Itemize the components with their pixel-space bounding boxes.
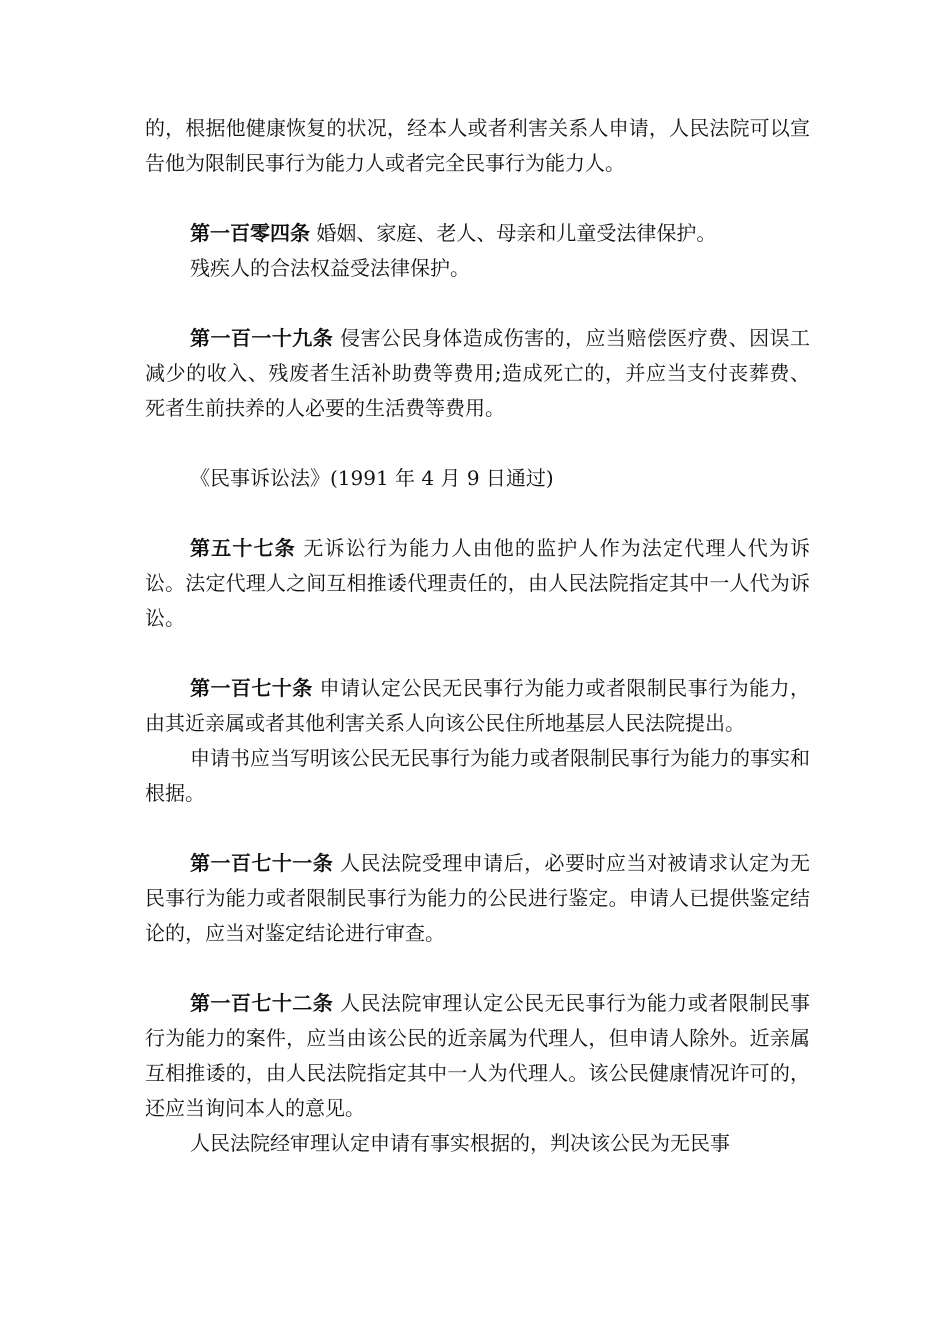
paragraph-gap <box>145 426 810 461</box>
paragraph <box>145 111 810 181</box>
paragraph-gap <box>145 951 810 986</box>
paragraph <box>145 321 810 426</box>
paragraph <box>145 531 810 636</box>
paragraph-text: 申请书应当写明该公民无民事行为能力或者限制民事行为能力的事实和根据。 <box>145 746 810 805</box>
paragraph <box>145 216 810 251</box>
paragraph-gap <box>145 636 810 671</box>
article-heading: 第五十七条 <box>190 536 296 560</box>
paragraph-gap <box>145 181 810 216</box>
article-block <box>145 216 810 286</box>
article-block <box>145 321 810 426</box>
paragraph-text: 无诉讼行为能力人由他的监护人作为法定代理人代为诉讼。法定代理人之间互相推诿代理责任的，由人民法院指定其中一人代为诉讼。 <box>145 536 811 630</box>
paragraph-gap <box>145 286 810 321</box>
paragraph <box>145 741 810 811</box>
article-block <box>145 846 810 951</box>
text-block <box>145 111 810 181</box>
paragraph-text: 申请认定公民无民事行为能力或者限制民事行为能力，由其近亲属或者其他利害关系人向该公民住所地基层人民法院提出。 <box>145 676 811 735</box>
article-heading: 第一百一十九条 <box>190 326 334 350</box>
paragraph <box>145 671 810 741</box>
paragraph-gap <box>145 496 810 531</box>
paragraph-gap <box>145 811 810 846</box>
paragraph <box>145 1126 810 1161</box>
paragraph <box>145 251 810 286</box>
article-heading: 第一百七十二条 <box>190 991 334 1015</box>
article-heading: 第一百七十条 <box>190 676 313 700</box>
document-page <box>145 111 810 1161</box>
paragraph-text: 残疾人的合法权益受法律保护。 <box>190 256 470 280</box>
paragraph-text: 人民法院受理申请后，必要时应当对被请求认定为无民事行为能力或者限制民事行为能力的公民进行鉴定。申请人已提供鉴定结论的，应当对鉴定结论进行审查。 <box>145 851 811 945</box>
law-title <box>145 461 810 496</box>
law-title-block <box>145 461 810 496</box>
paragraph-text: 人民法院审理认定公民无民事行为能力或者限制民事行为能力的案件，应当由该公民的近亲属为代理人，但申请人除外。近亲属互相推诿的，由人民法院指定其中一人为代理人。该公民健康情况许可的，还应当询问本人的意见。 <box>145 991 811 1120</box>
article-heading: 第一百零四条 <box>190 221 310 245</box>
article-heading: 第一百七十一条 <box>190 851 334 875</box>
paragraph <box>145 986 810 1126</box>
paragraph-text: 人民法院经审理认定申请有事实根据的，判决该公民为无民事 <box>190 1131 730 1155</box>
law-title-text: 《民事诉讼法》(1991 年 4 月 9 日通过) <box>190 466 554 490</box>
article-block <box>145 671 810 811</box>
article-block <box>145 531 810 636</box>
paragraph-text: 婚姻、家庭、老人、母亲和儿童受法律保护。 <box>310 221 717 245</box>
paragraph <box>145 846 810 951</box>
paragraph-text: 侵害公民身体造成伤害的，应当赔偿医疗费、因误工减少的收入、残废者生活补助费等费用;造成死亡的，并应当支付丧葬费、死者生前扶养的人必要的生活费等费用。 <box>145 326 811 420</box>
paragraph-text: 的，根据他健康恢复的状况，经本人或者利害关系人申请，人民法院可以宣告他为限制民事行为能力人或者完全民事行为能力人。 <box>145 116 810 175</box>
article-block <box>145 986 810 1161</box>
